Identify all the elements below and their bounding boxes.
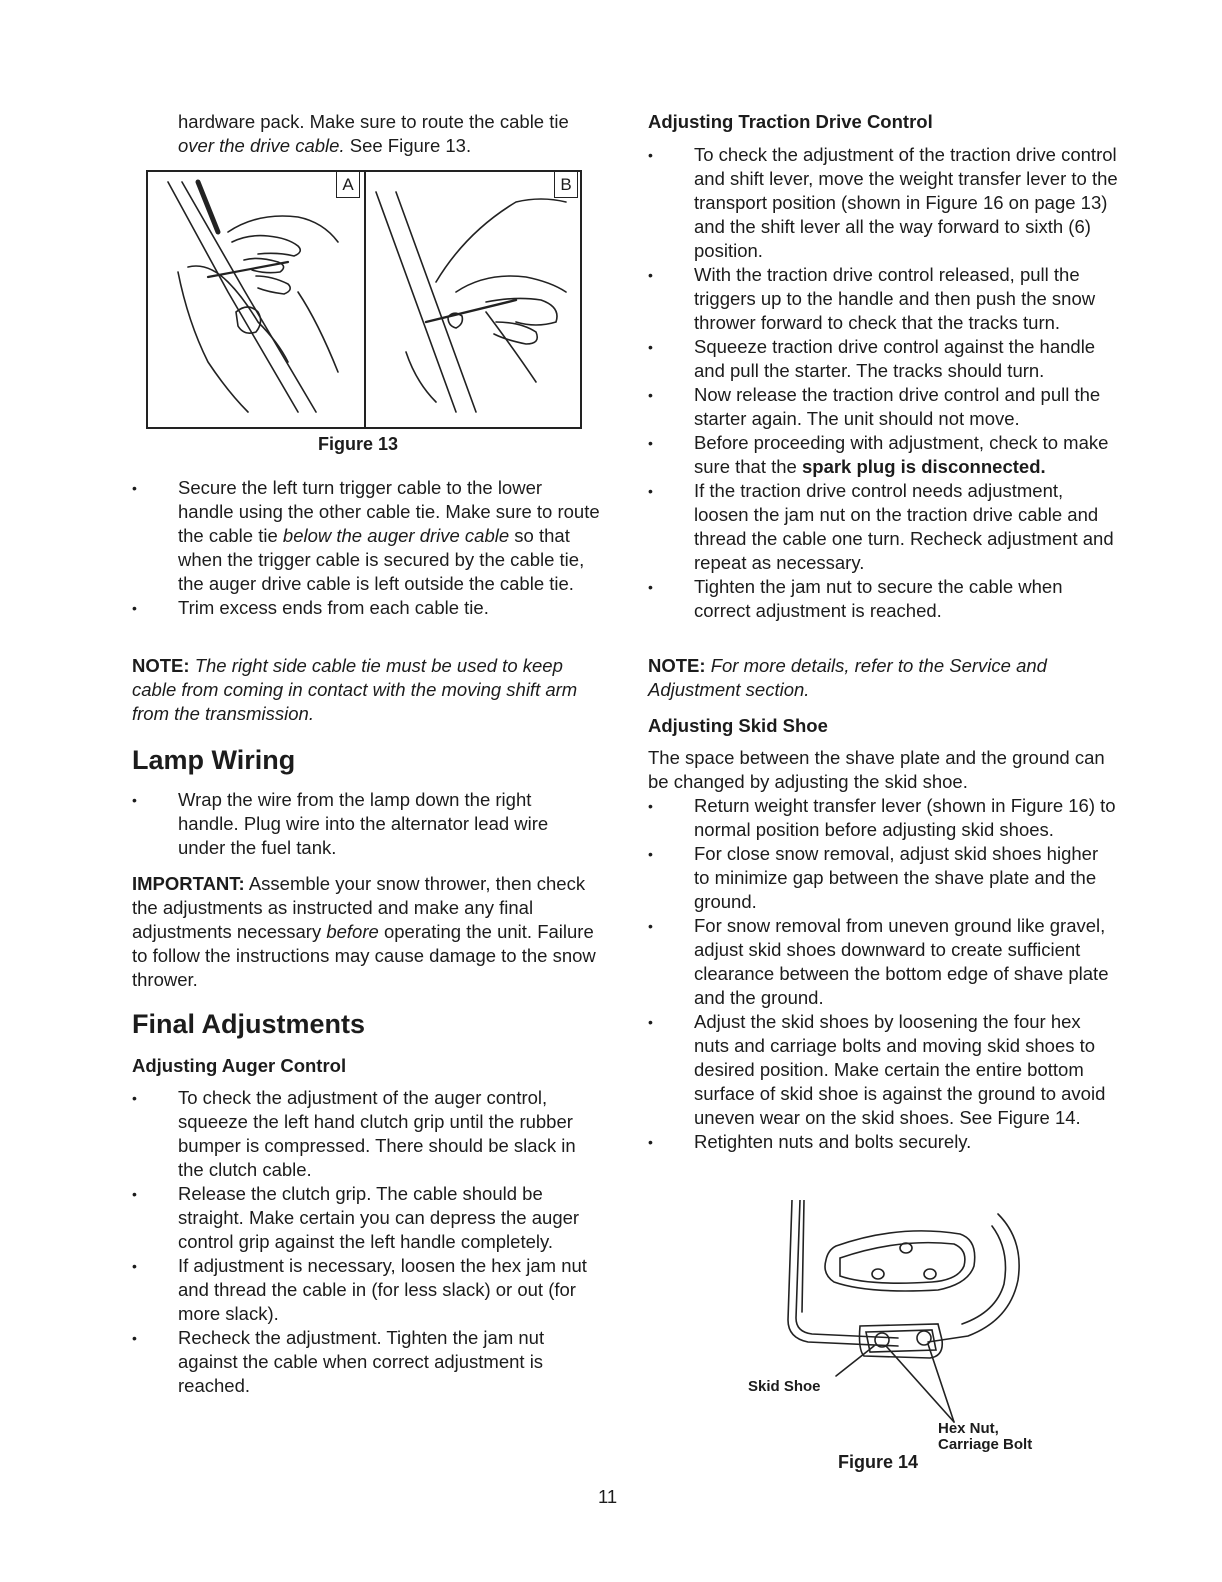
figure-14-caption: Figure 14 (838, 1452, 919, 1472)
bullet-dot-icon: • (648, 846, 653, 862)
bullet-dot-icon: • (132, 1090, 137, 1106)
list-item: • With the traction drive control released, pull the triggers up to the handle and then push the snow thrower forward to check that the tracks turn. (648, 264, 1096, 333)
list-item: • Release the clutch grip. The cable should be straight. Make certain you can depress the auger control grip against the left handle completely. (132, 1183, 580, 1252)
cable-tie-illustration-b (366, 172, 580, 428)
page-number: 11 (598, 1486, 618, 1507)
list-item: • Trim excess ends from each cable tie. (132, 597, 489, 618)
auger-bullets (132, 1086, 600, 1398)
figure-tag-a: A (336, 172, 360, 198)
bullet-dot-icon: • (648, 147, 653, 163)
carriage-bolt-label: Carriage Bolt (938, 1436, 1033, 1453)
list-item: • For close snow removal, adjust skid shoes higher to minimize gap between the shave plate and the ground. (648, 843, 1099, 912)
list-item: • Now release the traction drive control and pull the starter again. The unit should not move. (648, 384, 1101, 429)
list-item: • Retighten nuts and bolts securely. (648, 1131, 972, 1152)
lamp-wiring-heading: Lamp Wiring (132, 745, 296, 775)
list-item: • Squeeze traction drive control against the handle and pull the starter. The tracks should turn. (648, 336, 1096, 381)
intro-paragraph: hardware pack. Make sure to route the cable tie over the drive cable. See Figure 13. (178, 111, 569, 156)
bullet-dot-icon: • (132, 600, 137, 616)
list-item: • If the traction drive control needs adjustment, loosen the jam nut on the traction drive cable and thread the cable one turn. Recheck adjustment and repeat as necessary. (648, 480, 1114, 573)
traction-bullets (648, 143, 1118, 623)
figure-13 (146, 170, 582, 429)
note-paragraph: NOTE: The right side cable tie must be used to keep cable from coming in contact with the moving shift arm from the transmission. (132, 655, 578, 724)
bullet-dot-icon: • (132, 1330, 137, 1346)
bullet-dot-icon: • (648, 1014, 653, 1030)
bullet-dot-icon: • (648, 339, 653, 355)
list-item: • To check the adjustment of the traction drive control and shift lever, move the weight transfer lever to the transport position (shown in Figure 16 on page 13) and the shift lever all the way forward to sixth (6) position. (648, 144, 1118, 261)
bullet-dot-icon: • (132, 480, 137, 496)
bullet-dot-icon: • (132, 1258, 137, 1274)
list-item: • Secure the left turn trigger cable to the lower handle using the other cable tie. Make sure to route the cable tie below the auger drive cable so that when the trigger cable is secured by the cable tie, the auger drive cable is left outside the cable tie. (132, 477, 600, 594)
bullet-dot-icon: • (132, 792, 137, 808)
bullet-dot-icon: • (648, 483, 653, 499)
list-item: • Recheck the adjustment. Tighten the jam nut against the cable when correct adjustment is reached. (132, 1327, 545, 1396)
list-item: • Wrap the wire from the lamp down the right handle. Plug wire into the alternator lead wire under the fuel tank. (132, 789, 549, 858)
lamp-bullets (132, 788, 582, 860)
bullet-dot-icon: • (648, 387, 653, 403)
skid-bullets (648, 794, 1118, 1154)
bullet-dot-icon: • (648, 798, 653, 814)
list-item: • Before proceeding with adjustment, check to make sure that the spark plug is disconnected. (648, 432, 1109, 477)
skid-shoe-heading: Adjusting Skid Shoe (648, 715, 828, 736)
important-paragraph: IMPORTANT: Assemble your snow thrower, then check the adjustments as instructed and make any final adjustments necessary before operating the unit. Failure to follow the instructions may cause damage to the snow thrower. (132, 873, 596, 990)
list-item: • For snow removal from uneven ground like gravel, adjust skid shoes downward to create sufficient clearance between the bottom edge of shave plate and the ground. (648, 915, 1109, 1008)
traction-drive-heading: Adjusting Traction Drive Control (648, 111, 933, 132)
figure-tag-b: B (554, 172, 578, 198)
skid-shoe-label: Skid Shoe (748, 1378, 821, 1395)
bullet-dot-icon: • (648, 918, 653, 934)
bullet-dot-icon: • (648, 579, 653, 595)
list-item: • Return weight transfer lever (shown in Figure 16) to normal position before adjusting skid shoes. (648, 795, 1116, 840)
list-item: • To check the adjustment of the auger control, squeeze the left hand clutch grip until the rubber bumper is compressed. There should be slack in the clutch cable. (132, 1087, 576, 1180)
final-adjustments-heading: Final Adjustments (132, 1009, 366, 1039)
list-item: • Tighten the jam nut to secure the cable when correct adjustment is reached. (648, 576, 1063, 621)
auger-control-heading: Adjusting Auger Control (132, 1055, 347, 1076)
cable-tie-illustration-a (148, 172, 364, 428)
bullet-dot-icon: • (648, 267, 653, 283)
hex-nut-label: Hex Nut, (938, 1420, 999, 1437)
figure-14 (748, 1200, 1078, 1490)
bullet-dot-icon: • (648, 1134, 653, 1150)
bullet-dot-icon: • (648, 435, 653, 451)
list-item: • Adjust the skid shoes by loosening the four hex nuts and carriage bolts and moving skid shoes to desired position. Make certain the entire bottom surface of skid shoe is against the ground to avoid uneven wear on the skid shoes. See Figure 14. (648, 1011, 1106, 1128)
cable-tie-bullets (132, 476, 600, 620)
figure-13-caption: Figure 13 (318, 434, 399, 454)
skid-intro-paragraph: The space between the shave plate and the ground can be changed by adjusting the skid shoe. (648, 747, 1105, 792)
list-item: • If adjustment is necessary, loosen the hex jam nut and thread the cable in (for less slack) or out (for more slack). (132, 1255, 587, 1324)
bullet-dot-icon: • (132, 1186, 137, 1202)
service-note-paragraph: NOTE: For more details, refer to the Service and Adjustment section. (648, 655, 1047, 700)
